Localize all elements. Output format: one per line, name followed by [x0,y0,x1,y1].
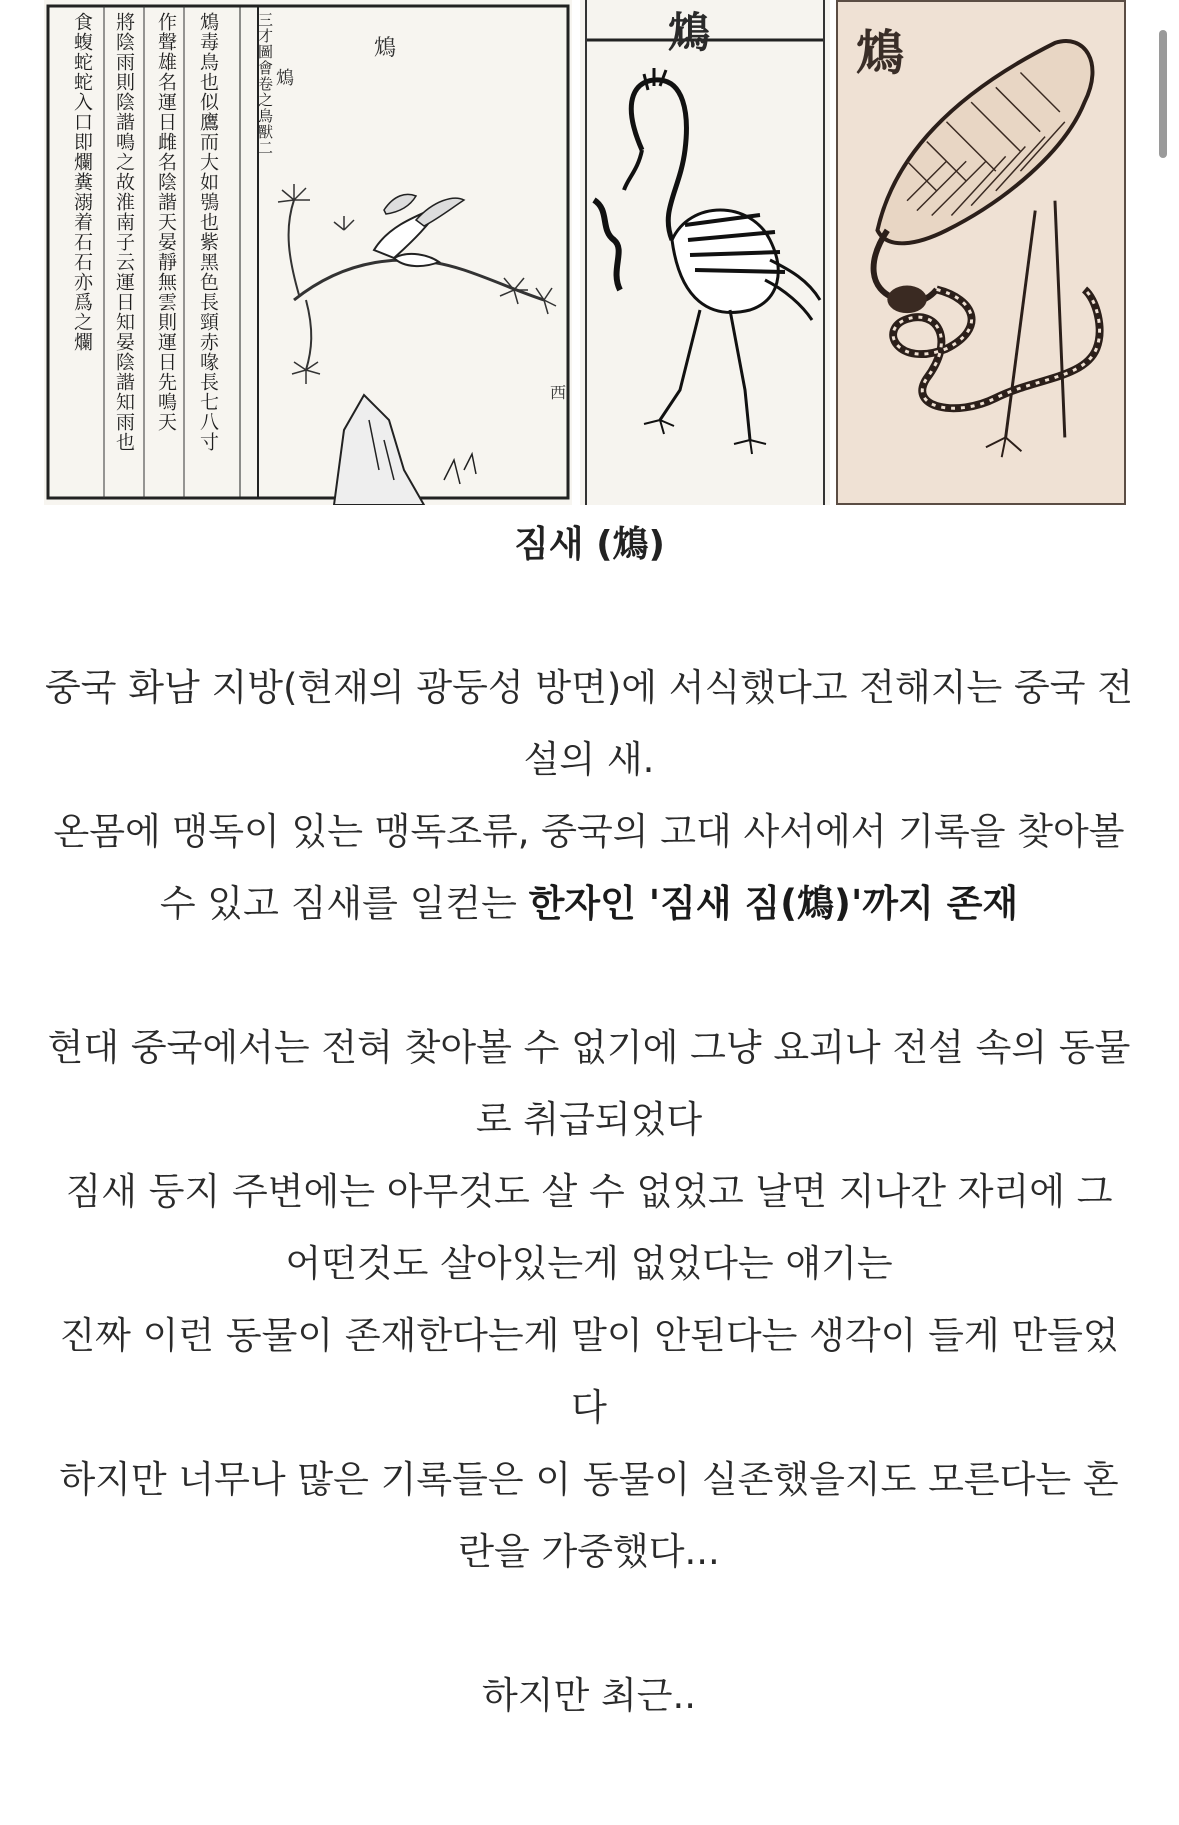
bird-with-snake-image [836,0,1126,505]
panel1-column-2: 作聲雄名運日雌名陰諧天晏靜無雲則運日先鳴天 [155,12,177,432]
paragraph-6: 하지만 너무나 많은 기록들은 이 동물이 실존했을지도 모른다는 혼란을 가중했다... [59,1458,1119,1573]
image-caption: 짐새 (鴆) [514,524,665,565]
paragraph-3: 현대 중국에서는 전혀 찾아볼 수 없기에 그냥 요괴나 전설 속의 동물로 취급되었다 [47,1026,1131,1141]
panel1-heading: 鴆 [374,36,397,61]
panel1-column-1: 鴆毒鳥也似鷹而大如鴞也紫黑色長頸赤喙長七八寸 [197,12,219,452]
paragraph-2-bold: 한자인 '짐새 짐(鴆)'까지 존재 [528,882,1019,925]
paragraph-1: 중국 화남 지방(현재의 광둥성 방면)에 서식했다고 전해지는 중국 전설의 새. [45,666,1133,781]
paragraph-5: 진짜 이런 동물이 존재한다는게 말이 안된다는 생각이 들게 만들었다 [59,1314,1119,1429]
paragraph-2-text: 온몸에 맹독이 있는 맹독조류, 중국의 고대 사서에서 기록을 찾아볼 수 있고 짐새를 일컫는 [53,810,1125,925]
svg-text:西: 西 [550,383,567,402]
spacer [44,1588,1134,1660]
scrollbar-thumb[interactable] [1159,30,1167,158]
article-body [44,652,1134,1732]
paragraph-4: 짐새 둥지 주변에는 아무것도 살 수 없었고 날면 지나간 자리에 그 어떤것도 살아있는게 없었다는 얘기는 [65,1170,1113,1285]
spacer [44,940,1134,1012]
panel1-header-vertical: 三才圖會卷之鳥獸二 [256,12,274,156]
panel1-column-4: 食蝮蛇蛇入口即爛糞溺着石石亦爲之爛 [71,12,93,352]
panel2-label: 鴆 [668,8,711,57]
panel3-label: 鴆 [856,25,905,81]
long-neck-bird-drawing [580,0,830,505]
panel1-column-3: 將陰雨則陰諧鳴之故淮南子云運日知晏陰諧知雨也 [113,12,135,452]
long-neck-bird-image [580,0,830,505]
paragraph-7: 하지만 최근.. [482,1674,696,1717]
paragraph-2 [44,796,1134,940]
panel1-small-heading: 鴆 [276,68,294,89]
bird-illustrations [44,0,1126,505]
woodblock-page-image [44,0,572,505]
